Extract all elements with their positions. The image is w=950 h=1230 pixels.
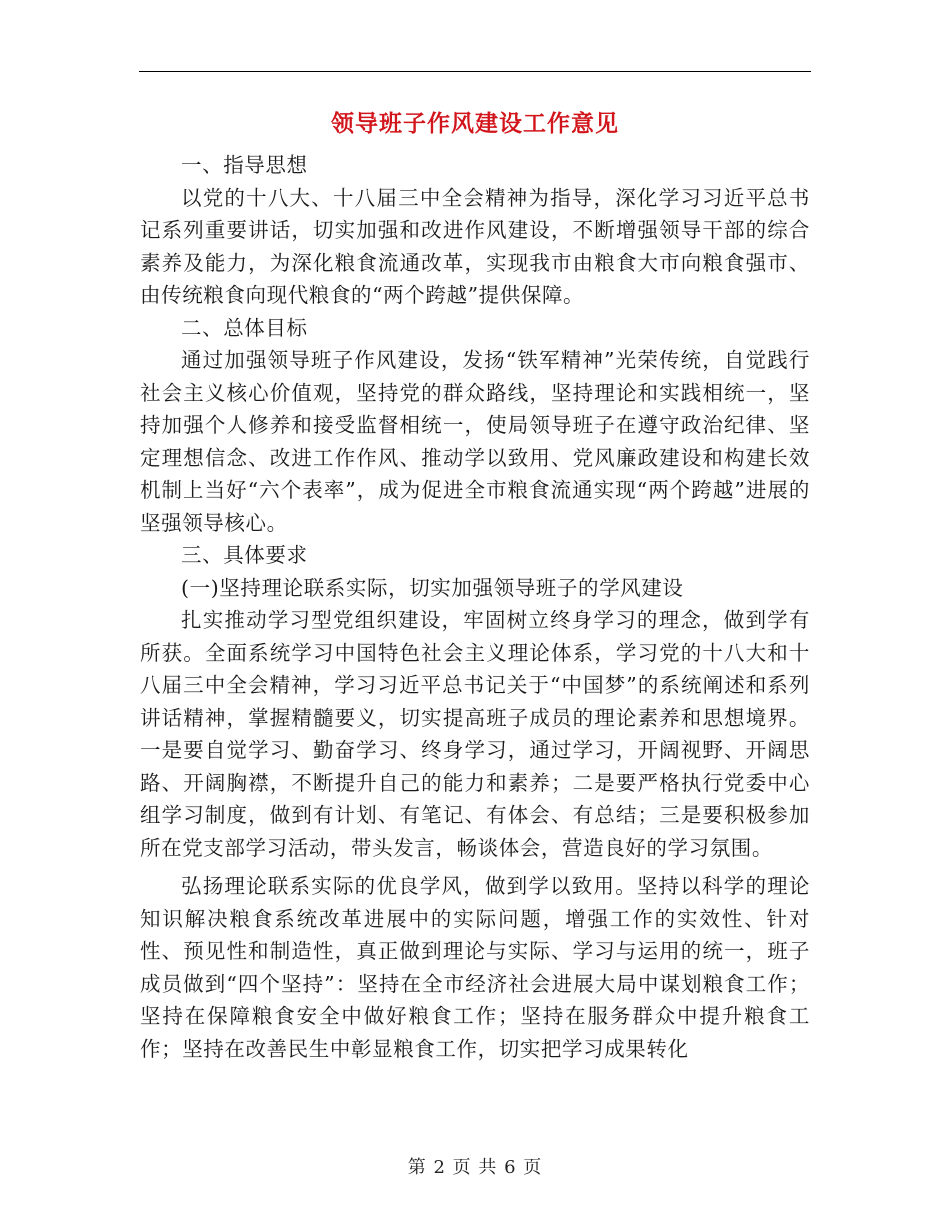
paragraph-learning-organization: 扎实推动学习型党组织建设，牢固树立终身学习的理念，做到学有所获。全面系统学习中国特色社会主义理论体系，学习党的十八大和十八届三中全会精神，学习习近平总书记关于“中国梦”的系统阐述和系列讲话精神，掌握精髓要义，切实提高班子成员的理论素养和思想境界。一是要自觉学习、勤奋学习、终身学习，通过学习，开阔视野、开阔思路、开阔胸襟，不断提升自己的能力和素养；二是要严格执行党委中心组学习制度，做到有计划、有笔记、有体会、有总结；三是要积极参加所在党支部学习活动，带头发言，畅谈体会，营造良好的学习氛围。 (140, 608, 810, 860)
section-heading-guiding-ideology: 一、指导思想 (181, 153, 308, 177)
paragraph-overall-goal: 通过加强领导班子作风建设，发扬“铁军精神”光荣传统，自觉践行社会主义核心价值观，坚持党的群众路线，坚持理论和实践相统一，坚持加强个人修养和接受监督相统一，使局领导班子在遵守政治纪律、坚定理想信念、改进工作作风、推动学以致用、党风廉政建设和构建长效机制上当好“六个表率”，成为促进全市粮食流通实现“两个跨越”进展的坚强领导核心。 (140, 348, 810, 535)
paragraph-apply-learning: 弘扬理论联系实际的优良学风，做到学以致用。坚持以科学的理论知识解决粮食系统改革进展中的实际问题，增强工作的实效性、针对性、预见性和制造性，真正做到理论与实际、学习与运用的统一，班子成员做到“四个坚持”：坚持在全市经济社会进展大局中谋划粮食工作；坚持在保障粮食安全中做好粮食工作；坚持在服务群众中提升粮食工作；坚持在改善民生中彰显粮食工作，切实把学习成果转化 (140, 874, 810, 1061)
section-heading-overall-goal: 二、总体目标 (181, 315, 308, 340)
page-number-footer: 第 2 页 共 6 页 (407, 1157, 543, 1178)
section-heading-specific-requirements: 三、具体要求 (181, 543, 308, 567)
document-title: 领导班子作风建设工作意见 (331, 110, 619, 137)
subsection-heading-study-style: (一)坚持理论联系实际，切实加强领导班子的学风建设 (181, 575, 684, 600)
document-body (140, 149, 810, 1065)
paragraph-guiding-ideology: 以党的十八大、十八届三中全会精神为指导，深化学习习近平总书记系列重要讲话，切实加强和改进作风建设，不断增强领导干部的综合素养及能力，为深化粮食流通改革，实现我市由粮食大市向粮食强市、由传统粮食向现代粮食的“两个跨越”提供保障。 (140, 185, 810, 307)
header-rule (139, 71, 811, 72)
